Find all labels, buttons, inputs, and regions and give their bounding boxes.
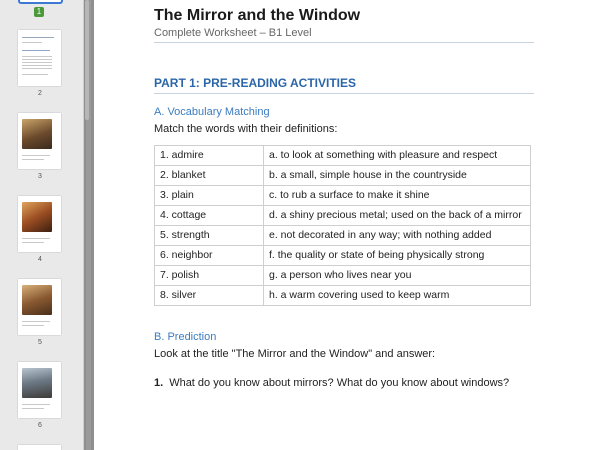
section-a-instruction: Match the words with their definitions: — [154, 123, 338, 135]
thumbnail-sidebar — [0, 0, 84, 450]
thumbnail-number: 3 — [38, 173, 42, 180]
table-row — [155, 246, 531, 266]
table-row — [155, 146, 531, 166]
vocab-word: 7. polish — [155, 266, 264, 286]
table-row — [155, 206, 531, 226]
page-thumbnail-4[interactable] — [18, 196, 61, 252]
vocab-word: 3. plain — [155, 186, 264, 206]
question-1 — [154, 377, 534, 389]
part-1-heading: PART 1: PRE-READING ACTIVITIES — [154, 76, 534, 94]
sidebar-scrollbar-thumb[interactable] — [85, 0, 89, 120]
table-row — [155, 186, 531, 206]
vocab-word: 8. silver — [155, 286, 264, 306]
table-row — [155, 226, 531, 246]
vocab-definition: g. a person who lives near you — [264, 266, 531, 286]
vocab-word: 4. cottage — [155, 206, 264, 226]
table-row — [155, 166, 531, 186]
vocab-definition: f. the quality or state of being physically strong — [264, 246, 531, 266]
vocab-word: 1. admire — [155, 146, 264, 166]
table-row — [155, 266, 531, 286]
vocab-definition: c. to rub a surface to make it shine — [264, 186, 531, 206]
page-thumbnail-6[interactable] — [18, 362, 61, 418]
vocab-word: 2. blanket — [155, 166, 264, 186]
section-b-instruction: Look at the title "The Mirror and the Window" and answer: — [154, 348, 436, 360]
section-a-heading: A. Vocabulary Matching — [154, 106, 270, 118]
vocabulary-table — [154, 145, 531, 306]
thumbnail-number: 4 — [38, 256, 42, 263]
current-page-badge: 1 — [34, 7, 44, 17]
document-page — [94, 0, 600, 450]
illustration-image — [22, 119, 52, 149]
page-thumbnail-3[interactable] — [18, 113, 61, 169]
thumbnail-number: 6 — [38, 422, 42, 429]
thumbnail-number: 2 — [38, 90, 42, 97]
vocab-word: 6. neighbor — [155, 246, 264, 266]
vocab-definition: b. a small, simple house in the countryside — [264, 166, 531, 186]
vocab-definition: h. a warm covering used to keep warm — [264, 286, 531, 306]
page-thumbnail-7[interactable] — [18, 445, 61, 450]
page-thumbnail-1[interactable] — [18, 0, 63, 4]
vocab-definition: a. to look at something with pleasure and respect — [264, 146, 531, 166]
vocab-definition: e. not decorated in any way; with nothing added — [264, 226, 531, 246]
vocab-word: 5. strength — [155, 226, 264, 246]
question-text: What do you know about mirrors? What do you know about windows? — [169, 377, 510, 389]
illustration-image — [22, 285, 52, 315]
page-content — [154, 6, 534, 389]
page-thumbnail-5[interactable] — [18, 279, 61, 335]
vocab-definition: d. a shiny precious metal; used on the back of a mirror — [264, 206, 531, 226]
illustration-image — [22, 368, 52, 398]
page-thumbnail-2[interactable] — [18, 30, 61, 86]
table-row — [155, 286, 531, 306]
document-title: The Mirror and the Window — [154, 7, 361, 24]
section-b-heading: B. Prediction — [154, 331, 217, 343]
thumbnail-number: 5 — [38, 339, 42, 346]
illustration-image — [22, 202, 52, 232]
document-subtitle: Complete Worksheet – B1 Level — [154, 27, 534, 43]
question-number: 1. — [154, 377, 164, 389]
